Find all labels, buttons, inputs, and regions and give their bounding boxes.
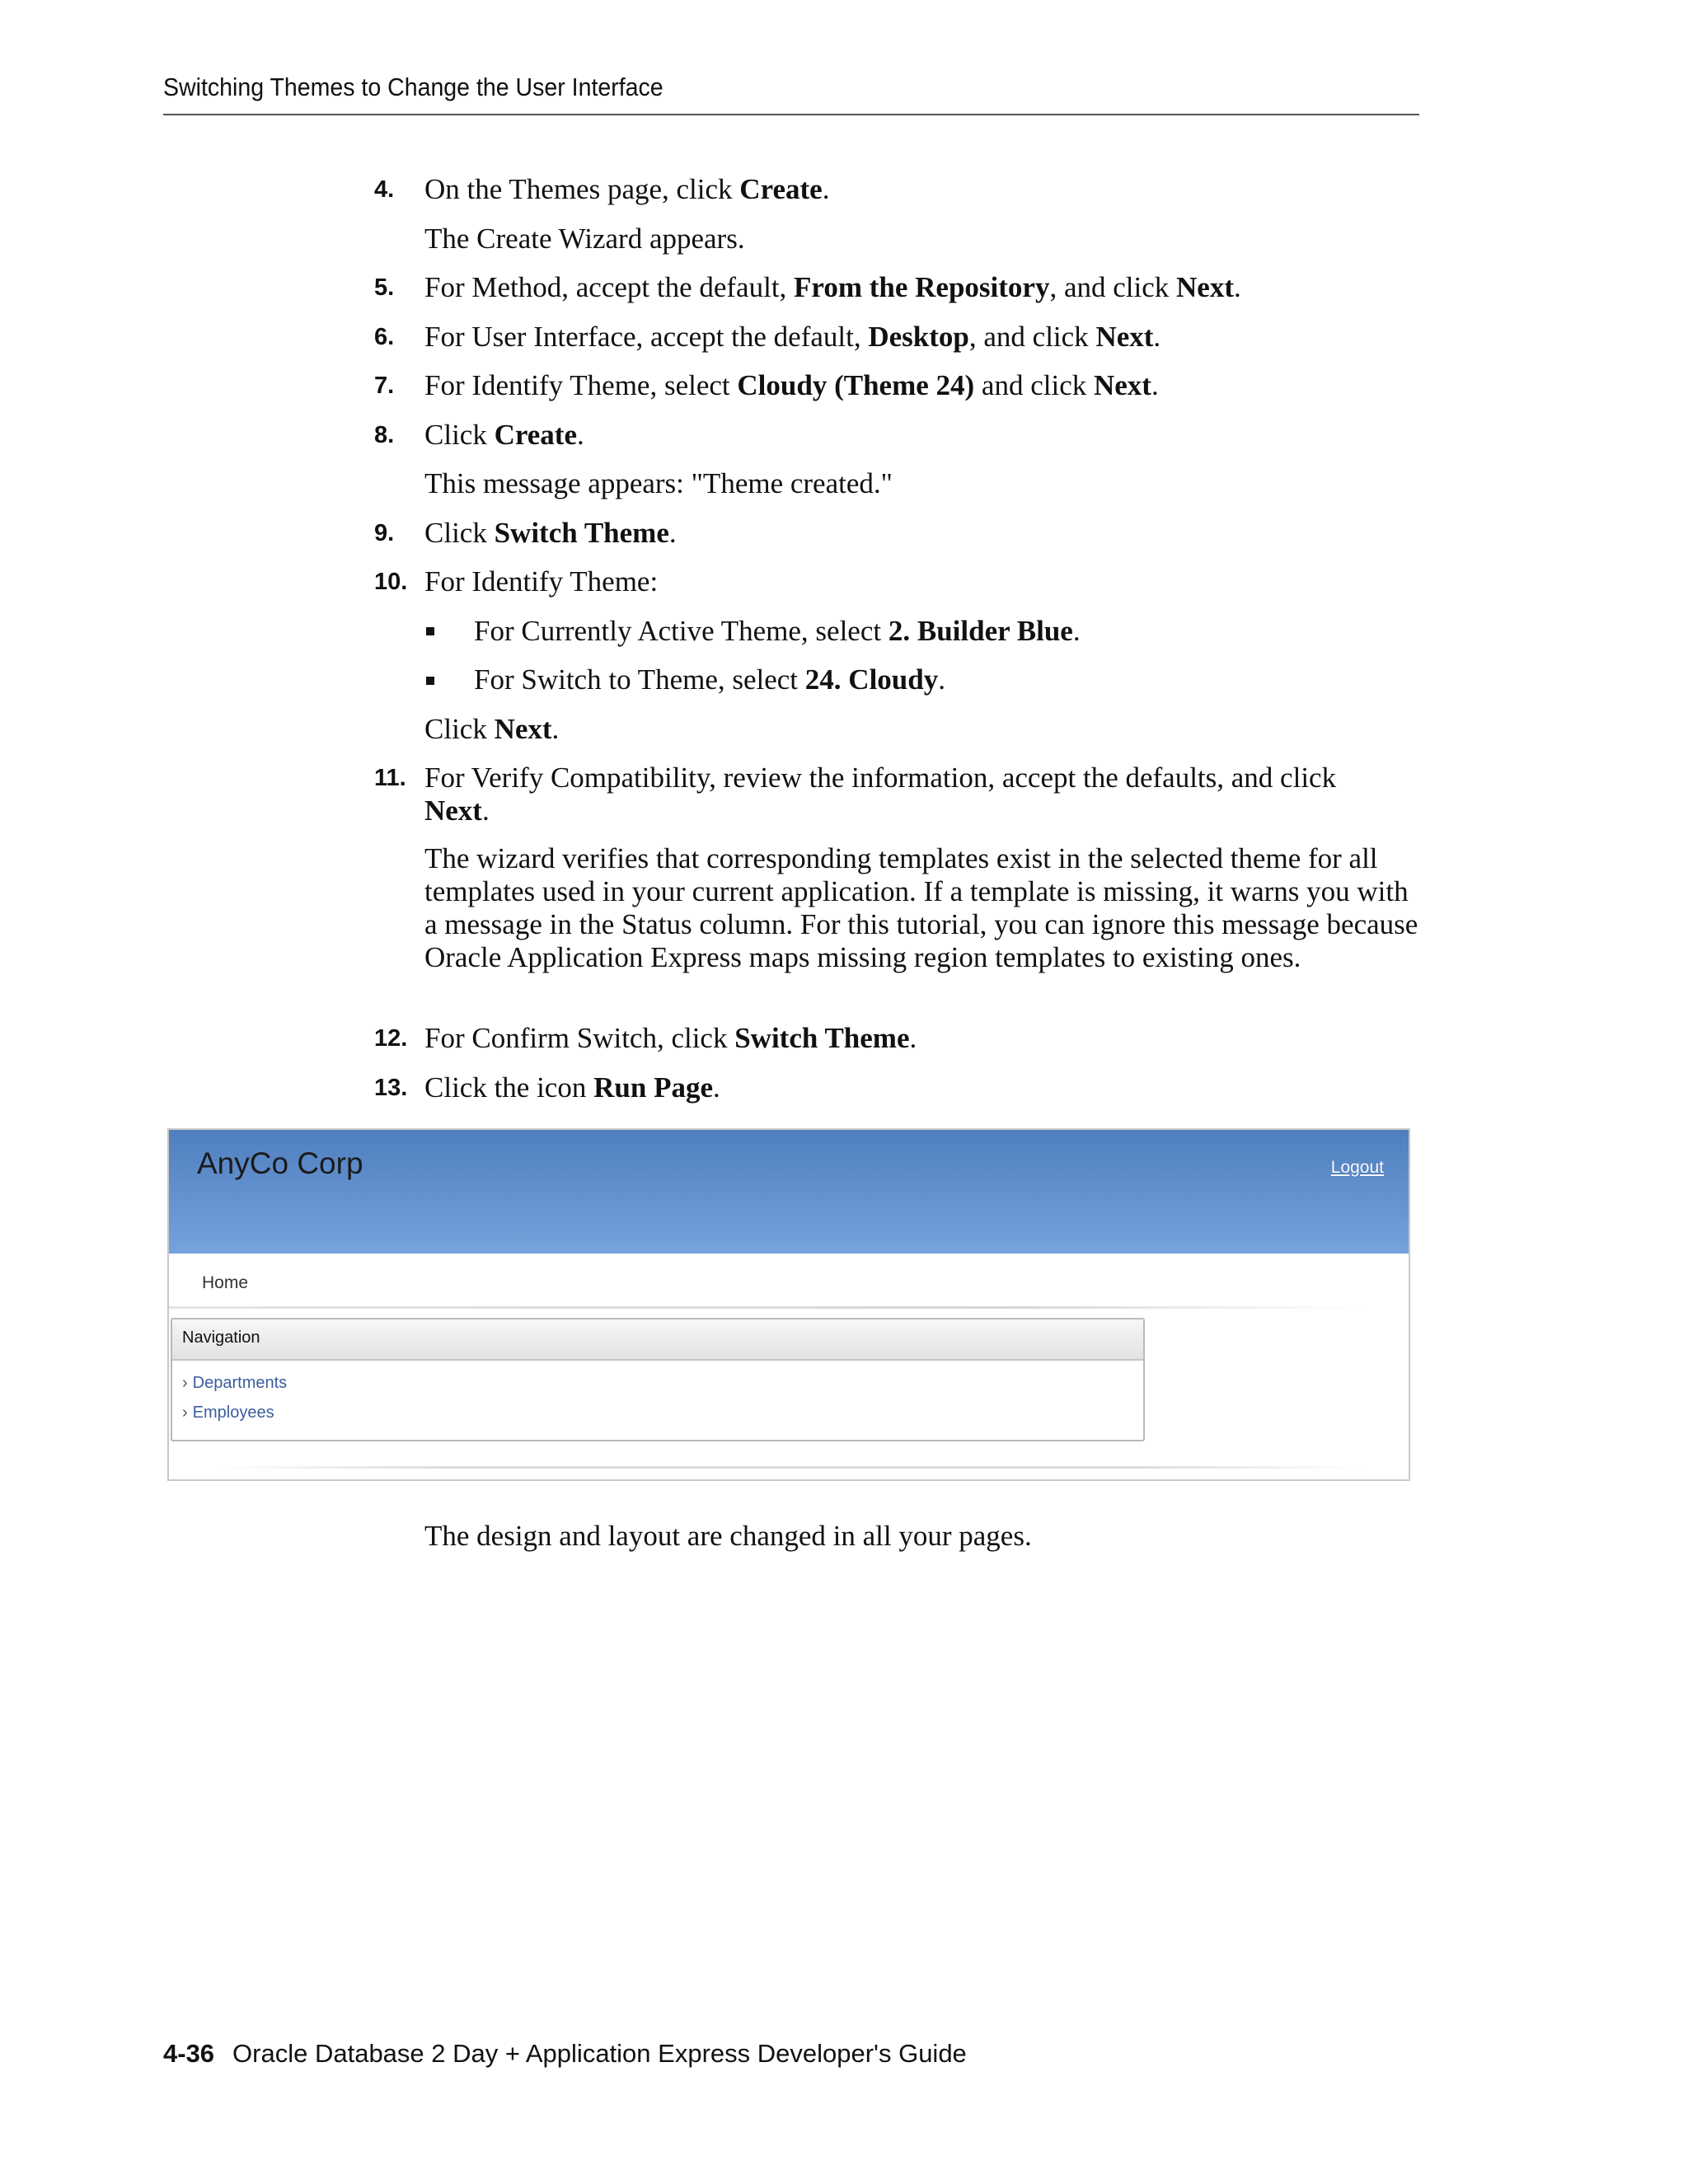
step-number: 5. <box>374 274 395 301</box>
step-number: 11. <box>374 765 406 791</box>
step-4-note: The Create Wizard appears. <box>424 223 745 255</box>
app-header <box>169 1130 1409 1254</box>
step-6-text: For User Interface, accept the default, Desktop, and click Next. <box>424 321 1161 353</box>
step-number: 8. <box>374 422 395 448</box>
nav-link-label: Employees <box>192 1404 274 1422</box>
chevron-right-icon: › <box>182 1374 188 1392</box>
step-number: 6. <box>374 324 395 350</box>
step-8-text: Click Create. <box>424 419 584 451</box>
nav-link-label: Departments <box>192 1374 288 1392</box>
step-number: 7. <box>374 373 395 399</box>
app-screenshot <box>167 1128 1410 1481</box>
navigation-region <box>171 1318 1145 1441</box>
chevron-right-icon: › <box>182 1404 188 1422</box>
footer-divider <box>218 1466 1364 1469</box>
bullet-icon <box>426 627 434 635</box>
step-11-text-cont: Next. <box>424 794 490 827</box>
step-number: 12. <box>374 1025 408 1052</box>
step-13-text: Click the icon Run Page. <box>424 1071 720 1104</box>
step-10-text: For Identify Theme: <box>424 565 659 598</box>
step-number: 4. <box>374 176 395 203</box>
header-rule <box>163 114 1419 115</box>
app-title: AnyCo Corp <box>197 1146 363 1180</box>
step-7-text: For Identify Theme, select Cloudy (Theme 24) and click Next. <box>424 369 1159 401</box>
navigation-title: Navigation <box>182 1329 260 1347</box>
step-11-note: The wizard verifies that corresponding templates exist in the selected theme for all templates used in your current application. If a template is missing, it warns you with a message in the Status column. For this tutorial, you can ignore this message because Oracle Application Express maps missing region templates to existing ones. <box>424 842 1418 973</box>
step-10-bullet-2: For Switch to Theme, select 24. Cloudy. <box>474 663 945 696</box>
step-11-text: For Verify Compatibility, review the information, accept the defaults, and click <box>424 762 1337 794</box>
step-number: 13. <box>374 1075 408 1101</box>
step-12-text: For Confirm Switch, click Switch Theme. <box>424 1022 917 1054</box>
step-number: 10. <box>374 569 408 595</box>
step-10-bullet-1: For Currently Active Theme, select 2. Builder Blue. <box>474 615 1081 647</box>
step-5-text: For Method, accept the default, From the Repository, and click Next. <box>424 271 1241 303</box>
page-footer <box>163 2039 967 2069</box>
step-4-text: On the Themes page, click Create. <box>424 173 830 205</box>
step-number: 9. <box>374 520 395 546</box>
nav-link-employees[interactable] <box>182 1404 274 1422</box>
step-10-note: Click Next. <box>424 713 560 745</box>
book-title: Oracle Database 2 Day + Application Express Developer's Guide <box>232 2039 967 2068</box>
running-header: Switching Themes to Change the User Interface <box>163 73 663 101</box>
closing-text: The design and layout are changed in all your pages. <box>424 1520 1032 1552</box>
page-number: 4-36 <box>163 2039 215 2068</box>
navigation-region-header <box>172 1319 1143 1361</box>
step-8-note: This message appears: "Theme created." <box>424 467 893 499</box>
breadcrumb-divider <box>169 1306 1364 1309</box>
nav-link-departments[interactable] <box>182 1374 287 1393</box>
bullet-icon <box>426 677 434 685</box>
step-9-text: Click Switch Theme. <box>424 517 677 549</box>
logout-link[interactable]: Logout <box>1330 1158 1384 1177</box>
breadcrumb-home[interactable]: Home <box>202 1273 249 1292</box>
